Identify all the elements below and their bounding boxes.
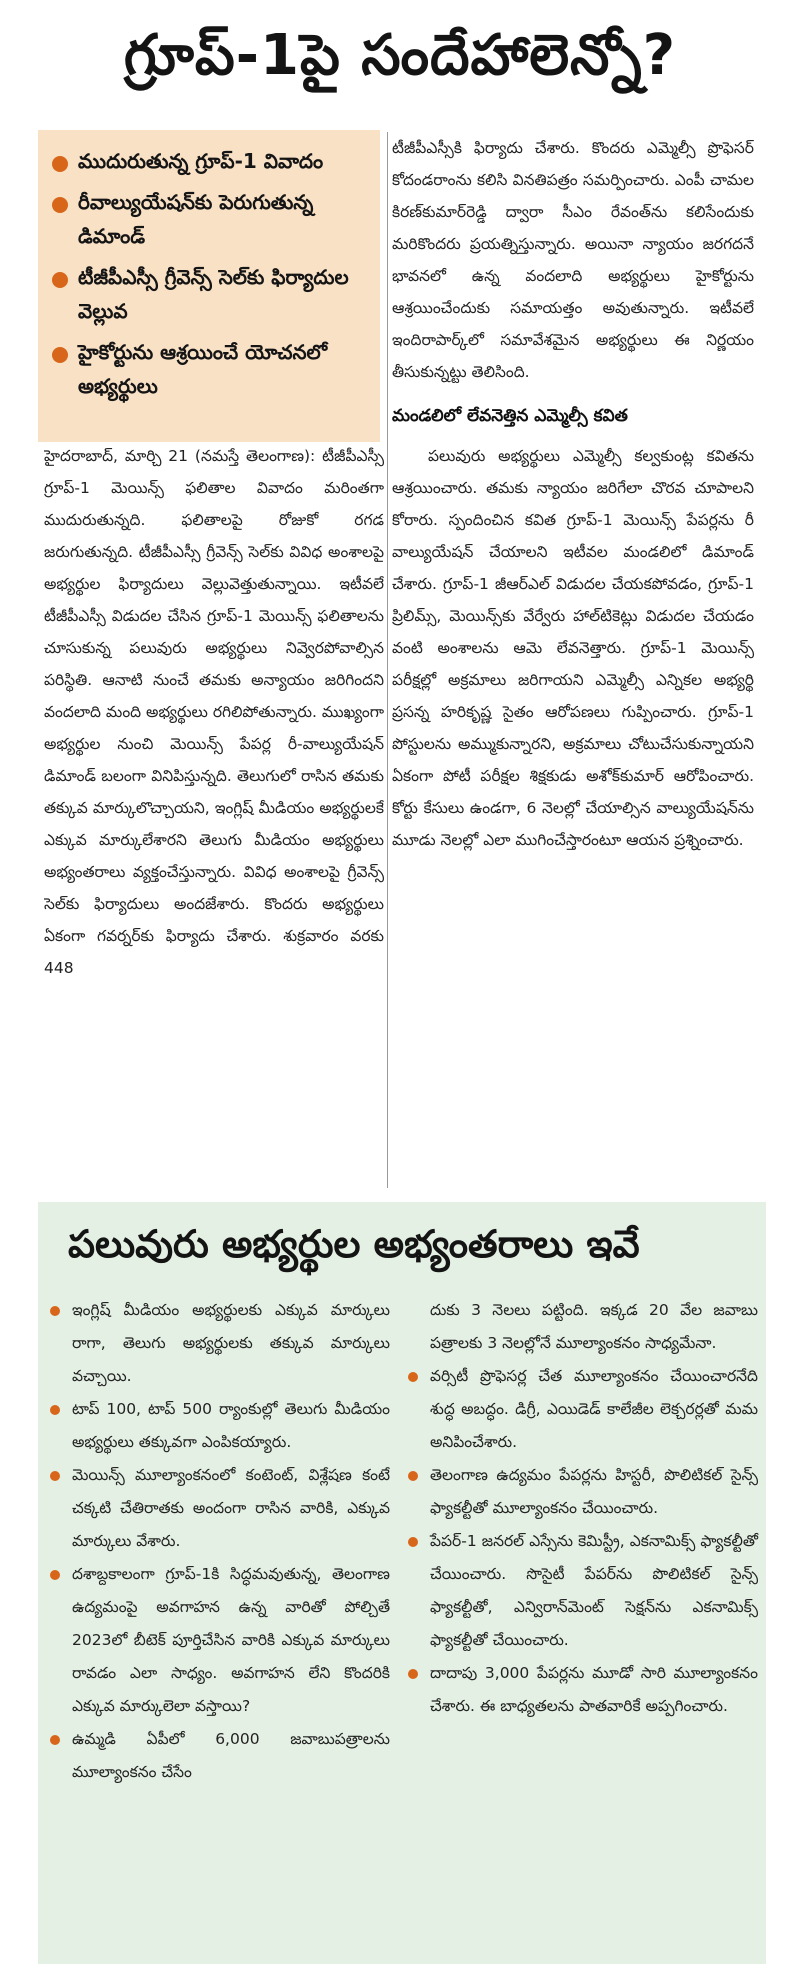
- list-item-text: దశాబ్దకాలంగా గ్రూప్-1కి సిద్ధమవుతున్న, తెలంగాణ ఉద్యమంపై అవగాహన ఉన్న వారితో పోల్చితే 2023లో బీటెక్ పూర్తిచేసిన వారికి ఎక్కువ మార్కులు రావడం ఎలా సాధ్యం. అవగాహన లేని కొందరికి ఎక్కువ మార్కులెలా వస్తాయి?: [72, 1565, 390, 1715]
- highlight-text: రీవాల్యుయేషన్‌కు పెరుగుతున్న డిమాండ్: [78, 190, 314, 248]
- subheading: మండలిలో లేవనెత్తిన ఎమ్మెల్సీ కవిత: [392, 406, 628, 426]
- article-paragraph: టీజీపీఎస్సీకి ఫిర్యాదు చేశారు. కొందరు ఎమ్మెల్సీ ప్రొఫెసర్ కోదండరాంను కలిసి వినతిపత్రం సమర్పించారు. ఎంపీ చామల కిరణ్‌కుమార్‌రెడ్డి ద్వారా సీఎం రేవంత్‌ను కలిసేందుకు మరికొందరు ప్రయత్నిస్తున్నారు. అయినా న్యాయం జరగదనే భావనలో ఉన్న వందలాది అభ్యర్థులు హైకోర్టును ఆశ్రయించేందుకు సమాయత్తం అవుతున్నారు. ఇటీవలే ఇందిరాపార్క్‌లో సమావేశమైన అభ్యర్థులు ఈ నిర్ణయం తీసుకున్నట్టు తెలిసింది.: [392, 139, 754, 381]
- list-item: [50, 1459, 390, 1558]
- bullet-icon: [50, 1306, 60, 1316]
- highlight-item: [52, 335, 370, 403]
- bullet-icon: [52, 272, 68, 288]
- highlight-item: [52, 144, 370, 178]
- highlights-box: [38, 130, 380, 442]
- bullet-icon: [50, 1405, 60, 1415]
- bullet-icon: [408, 1669, 418, 1679]
- column-divider: [387, 132, 388, 1188]
- objections-right-column: [408, 1294, 758, 1723]
- bullet-icon: [52, 197, 68, 213]
- highlight-text: ముదురుతున్న గ్రూప్-1 వివాదం: [78, 149, 324, 173]
- list-item-text: పేపర్-1 జనరల్ ఎస్సేను కెమిస్ట్రీ, ఎకనామిక్స్ ఫ్యాకల్టీతో చేయించారు. సొసైటీ పేపర్‌ను పొలిటికల్ సైన్స్ ఫ్యాకల్టీతో, ఎన్విరాన్‌మెంట్ సెక్షన్‌ను ఎకనామిక్స్ ఫ్యాకల్టీతో చేయించారు.: [430, 1532, 758, 1649]
- highlight-text: టీజీపీఎస్సీ గ్రీవెన్స్ సెల్‌కు ఫిర్యాదుల వెల్లువ: [78, 265, 349, 323]
- bullet-icon: [50, 1471, 60, 1481]
- article-left-column: [44, 440, 384, 1192]
- list-item: [408, 1657, 758, 1723]
- list-item: [408, 1459, 758, 1525]
- bullet-icon: [52, 347, 68, 363]
- list-item-text: టాప్ 100, టాప్ 500 ర్యాంకుల్లో తెలుగు మీడియం అభ్యర్థులు తక్కువగా ఎంపికయ్యారు.: [72, 1400, 390, 1451]
- article-right-column: [392, 132, 754, 1192]
- list-item-text: దాదాపు 3,000 పేపర్లను మూడో సారి మూల్యాంకనం చేశారు. ఈ బాధ్యతలను పాతవారికే అప్పగించారు.: [430, 1664, 758, 1715]
- list-item-text: తెలంగాణ ఉద్యమం పేపర్లను హిస్టరీ, పొలిటికల్ సైన్స్ ఫ్యాకల్టీతో మూల్యాంకనం చేయించారు.: [430, 1466, 758, 1517]
- list-item: [50, 1723, 390, 1789]
- bullet-icon: [50, 1570, 60, 1580]
- article-paragraph: హైదరాబాద్, మార్చి 21 (నమస్తే తెలంగాణ): టీజీపీఎస్సీ గ్రూప్-1 మెయిన్స్ ఫలితాల వివాదం మరింతగా ముదురుతున్నది. ఫలితాలపై రోజుకో రగడ జరుగుతున్నది. టీజీపీఎస్సీ గ్రీవెన్స్ సెల్‌కు వివిధ అంశాలపై అభ్యర్థుల ఫిర్యాదులు వెల్లువెత్తుతున్నాయి. ఇటీవలే టీజీపీఎస్సీ విడుదల చేసిన గ్రూప్-1 మెయిన్స్ ఫలితాలను చూసుకున్న పలువురు అభ్యర్థులు నివ్వెరపోవాల్సిన పరిస్థితి. ఆనాటి నుంచే తమకు అన్యాయం జరిగిందని వందలాది మంది అభ్యర్థులు రగిలిపోతున్నారు. ముఖ్యంగా అభ్యర్థుల నుంచి మెయిన్స్ పేపర్ల రీ-వాల్యుయేషన్ డిమాండ్ బలంగా వినిపిస్తున్నది. తెలుగులో రాసిన తమకు తక్కువ మార్కులొచ్చాయని, ఇంగ్లిష్ మీడియం అభ్యర్థులకే ఎక్కువ మార్కులేశారని తెలుగు మీడియం అభ్యర్థులు అభ్యంతరాలు వ్యక్తంచేస్తున్నారు. వివిధ అంశాలపై గ్రీవెన్స్ సెల్‌కు ఫిర్యాదులు అందజేశారు. కొందరు అభ్యర్థులు ఏకంగా గవర్నర్‌కు ఫిర్యాదు చేశారు. శుక్రవారం వరకు 448: [44, 447, 384, 977]
- objections-left-column: [50, 1294, 390, 1789]
- list-item-continuation: దుకు 3 నెలలు పట్టింది. ఇక్కడ 20 వేల జవాబు పత్రాలకు 3 నెలల్లోనే మూల్యాంకనం సాధ్యమేనా.: [430, 1301, 758, 1352]
- headline: గ్రూప్-1పై సందేహాలెన్నో?: [123, 23, 677, 88]
- list-item-text: ఇంగ్లిష్ మీడియం అభ్యర్థులకు ఎక్కువ మార్కులు రాగా, తెలుగు అభ్యర్థులకు తక్కువ మార్కులు వచ్చాయి.: [72, 1301, 390, 1385]
- objections-box: [38, 1202, 766, 1964]
- bullet-icon: [52, 156, 68, 172]
- bullet-icon: [408, 1471, 418, 1481]
- highlight-item: [52, 260, 370, 328]
- list-item: [408, 1360, 758, 1459]
- bullet-icon: [50, 1735, 60, 1745]
- list-item: [50, 1558, 390, 1723]
- highlight-item: [52, 185, 370, 253]
- list-item: [50, 1294, 390, 1393]
- list-item: [408, 1525, 758, 1657]
- highlight-text: హైకోర్టును ఆశ్రయించే యోచనలో అభ్యర్థులు: [78, 340, 328, 398]
- list-item-text: వర్సిటీ ప్రొఫెసర్ల చేత మూల్యాంకనం చేయించారనేది శుద్ధ అబద్ధం. డిగ్రీ, ఎయిడెడ్ కాలేజీల లెక్చరర్లతో మమ అనిపించేశారు.: [430, 1367, 758, 1451]
- list-item-text: మెయిన్స్ మూల్యాంకనంలో కంటెంట్, విశ్లేషణ కంటే చక్కటి చేతిరాతకు అందంగా రాసిన వారికి, ఎక్కువ మార్కులు వేశారు.: [72, 1466, 390, 1550]
- list-item: [50, 1393, 390, 1459]
- article-paragraph: పలువురు అభ్యర్థులు ఎమ్మెల్సీ కల్వకుంట్ల కవితను ఆశ్రయించారు. తమకు న్యాయం జరిగేలా చొరవ చూపాలని కోరారు. స్పందించిన కవిత గ్రూప్-1 మెయిన్స్ పేపర్లను రీ వాల్యుయేషన్ చేయాలని ఇటీవల మండలిలో డిమాండ్ చేశారు. గ్రూప్-1 జీఆర్‌ఎల్ విడుదల చేయకపోవడం, గ్రూప్-1 ప్రిలిమ్స్, మెయిన్స్‌కు వేర్వేరు హాల్‌టికెట్లు విడుదల చేయడం వంటి అంశాలను ఆమె లేవనెత్తారు. గ్రూప్-1 మెయిన్స్ పరీక్షల్లో అక్రమాలు జరిగాయని ఎమ్మెల్సీ ఎన్నికల అభ్యర్థి ప్రసన్న హరికృష్ణ సైతం ఆరోపణలు గుప్పించారు. గ్రూప్-1 పోస్టులను అమ్ముకున్నారని, అక్రమాలు చోటుచేసుకున్నాయని ఏకంగా పోటీ పరీక్షల శిక్షకుడు అశోక్‌కుమార్ ఆరోపించారు. కోర్టు కేసులు ఉండగా, 6 నెలల్లో చేయాల్సిన వాల్యుయేషన్‌ను మూడు నెలల్లో ఎలా ముగించేస్తారంటూ ఆయన ప్రశ్నించారు.: [392, 447, 754, 849]
- bullet-icon: [408, 1537, 418, 1547]
- list-item-text: ఉమ్మడి ఏపీలో 6,000 జవాబుపత్రాలను మూల్యాంకనం చేసేం: [72, 1730, 390, 1781]
- bullet-icon: [408, 1372, 418, 1382]
- box-title: పలువురు అభ్యర్థుల అభ్యంతరాలు ఇవే: [68, 1222, 640, 1266]
